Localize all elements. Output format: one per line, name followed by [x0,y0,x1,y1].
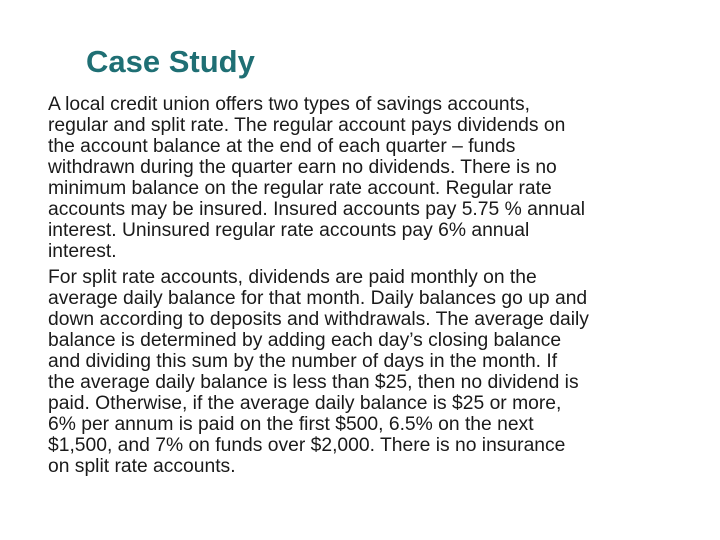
slide-body [48,94,688,482]
text-line: 6% per annum is paid on the first $500, 6.5% on the next [48,414,534,435]
text-line: For split rate accounts, dividends are paid monthly on the [48,267,537,288]
text-line: and dividing this sum by the number of days in the month. If [48,351,558,372]
text-line: minimum balance on the regular rate account. Regular rate [48,178,552,199]
paragraph-split-rate-account [48,267,688,477]
text-line: A local credit union offers two types of savings accounts, [48,94,530,115]
text-line: on split rate accounts. [48,456,236,477]
paragraph-regular-account [48,94,688,262]
text-line: interest. Uninsured regular rate accounts pay 6% annual [48,220,530,241]
text-line: accounts may be insured. Insured accounts pay 5.75 % annual [48,199,585,220]
text-line: balance is determined by adding each day’s closing balance [48,330,562,351]
text-line: $1,500, and 7% on funds over $2,000. There is no insurance [48,435,566,456]
text-line: regular and split rate. The regular account pays dividends on [48,115,566,136]
text-line: the average daily balance is less than $25, then no dividend is [48,372,579,393]
text-line: interest. [48,241,117,262]
text-line: withdrawn during the quarter earn no dividends. There is no [48,157,557,178]
text-line: the account balance at the end of each quarter – funds [48,136,516,157]
text-line: paid. Otherwise, if the average daily balance is $25 or more, [48,393,562,414]
slide-title: Case Study [86,44,255,79]
text-line: down according to deposits and withdrawals. The average daily [48,309,589,330]
text-line: average daily balance for that month. Daily balances go up and [48,288,588,309]
